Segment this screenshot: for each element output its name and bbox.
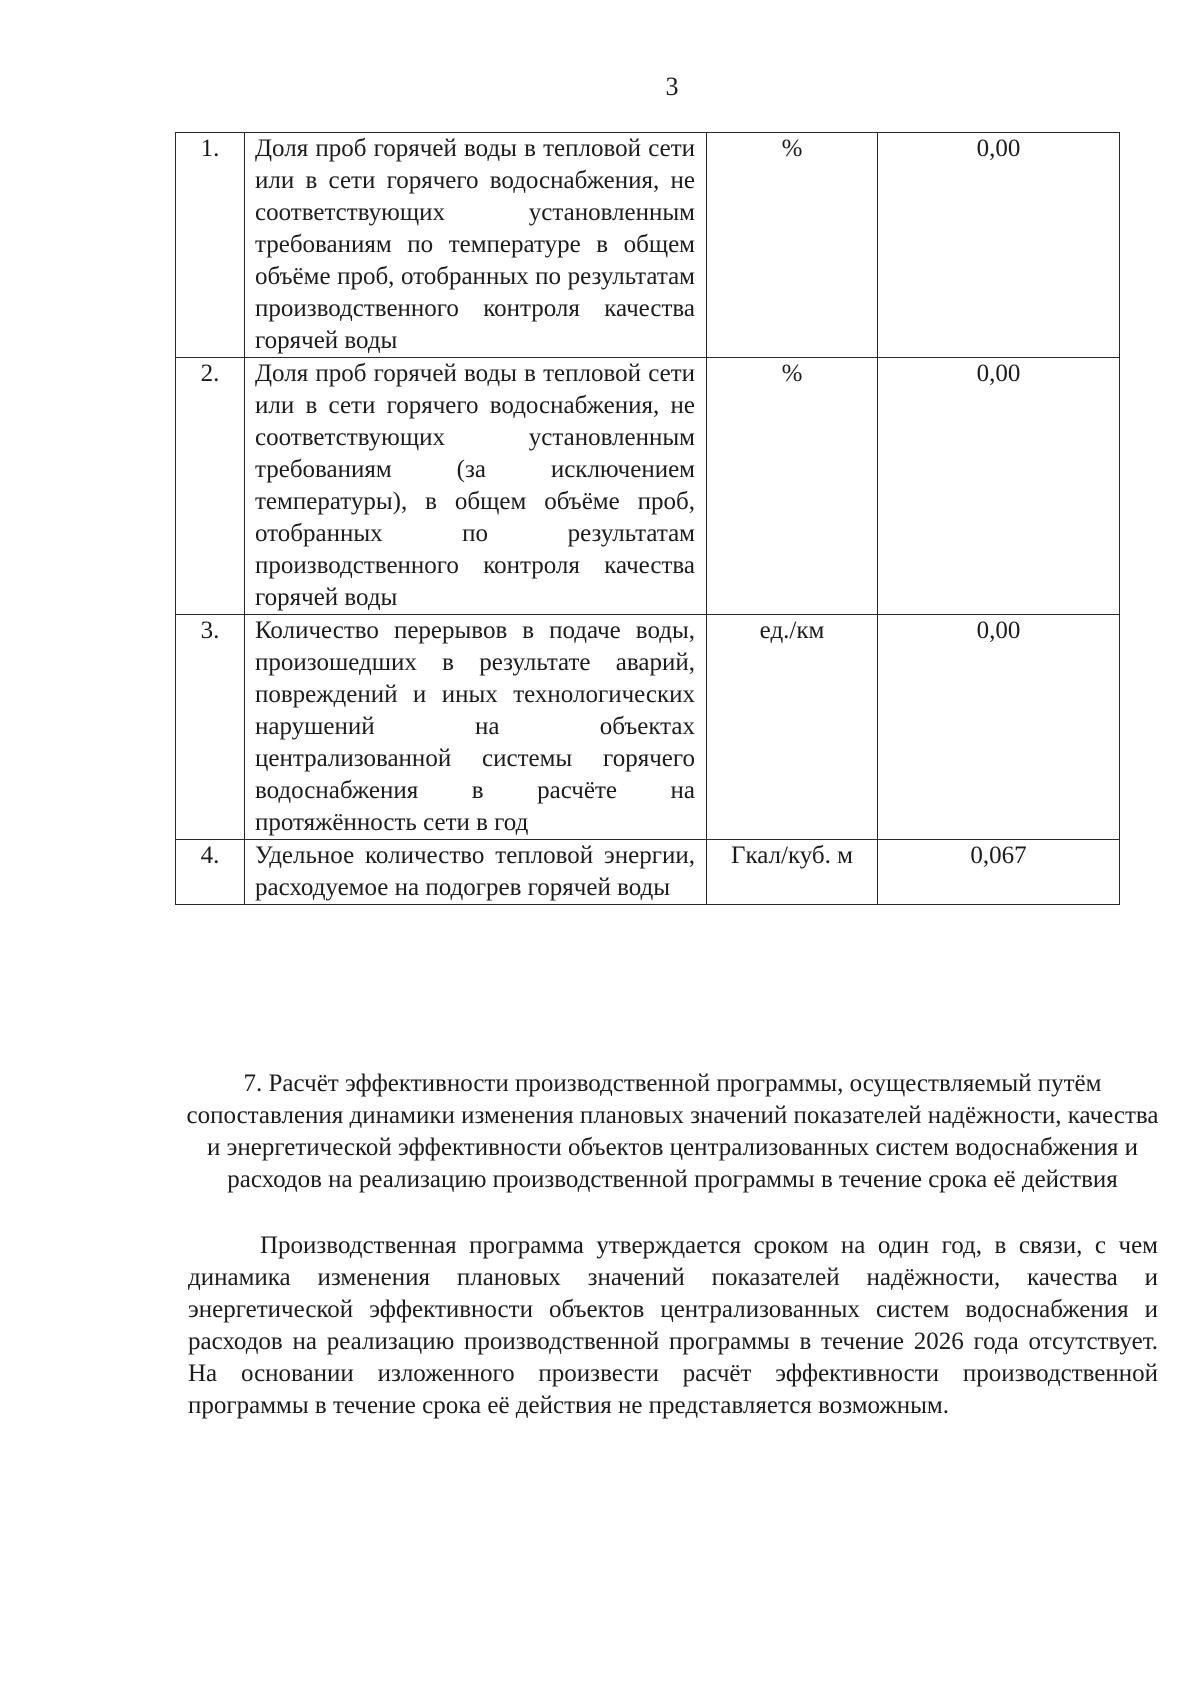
row-number: 2. [176, 358, 245, 615]
indicator-description: Количество перерывов в подаче воды, произошедших в результате аварий, повреждений и иных технологических нарушений на объектах централизованной системы горячего водоснабжения в расчёте на протяжённость сети в год [245, 615, 707, 840]
indicator-description: Удельное количество тепловой энергии, расходуемое на подогрев горячей воды [245, 840, 707, 905]
indicators-table [175, 132, 1120, 905]
row-number: 1. [176, 133, 245, 358]
indicator-value: 0,00 [878, 615, 1120, 840]
row-number: 3. [176, 615, 245, 840]
unit-of-measure: Гкал/куб. м [707, 840, 878, 905]
table-row [176, 840, 1120, 905]
indicator-description: Доля проб горячей воды в тепловой сети или в сети горячего водоснабжения, не соответствующих установленным требованиям (за исключением температуры), в общем объёме проб, отобранных по результатам производственного контроля качества горячей воды [245, 358, 707, 615]
indicator-description: Доля проб горячей воды в тепловой сети или в сети горячего водоснабжения, не соответствующих установленным требованиям по температуре в общем объёме проб, отобранных по результатам производственного контроля качества горячей воды [245, 133, 707, 358]
row-number: 4. [176, 840, 245, 905]
table-row [176, 133, 1120, 358]
unit-of-measure: % [707, 358, 878, 615]
unit-of-measure: % [707, 133, 878, 358]
section-7-heading: 7. Расчёт эффективности производственной программы, осуществляемый путём сопоставления динамики изменения плановых значений показателей надёжности, качества и энергетической эффективности объектов централизованных систем водоснабжения и расходов на реализацию производственной программы в течение срока её действия [186, 1070, 1159, 1193]
table-row [176, 358, 1120, 615]
table-row [176, 615, 1120, 840]
unit-of-measure: ед./км [707, 615, 878, 840]
indicator-value: 0,00 [878, 358, 1120, 615]
indicator-value: 0,067 [878, 840, 1120, 905]
indicator-value: 0,00 [878, 133, 1120, 358]
page-number: 3 [665, 72, 679, 101]
section-7-paragraph: Производственная программа утверждается сроком на один год, в связи, с чем динамика изменения плановых значений показателей надёжности, качества и энергетической эффективности объектов централизованных систем водоснабжения и расходов на реализацию производственной программы в течение 2026 года отсутствует. На основании изложенного произвести расчёт эффективности производственной программы в течение срока её действия не представляется возможным. [188, 1232, 1158, 1419]
